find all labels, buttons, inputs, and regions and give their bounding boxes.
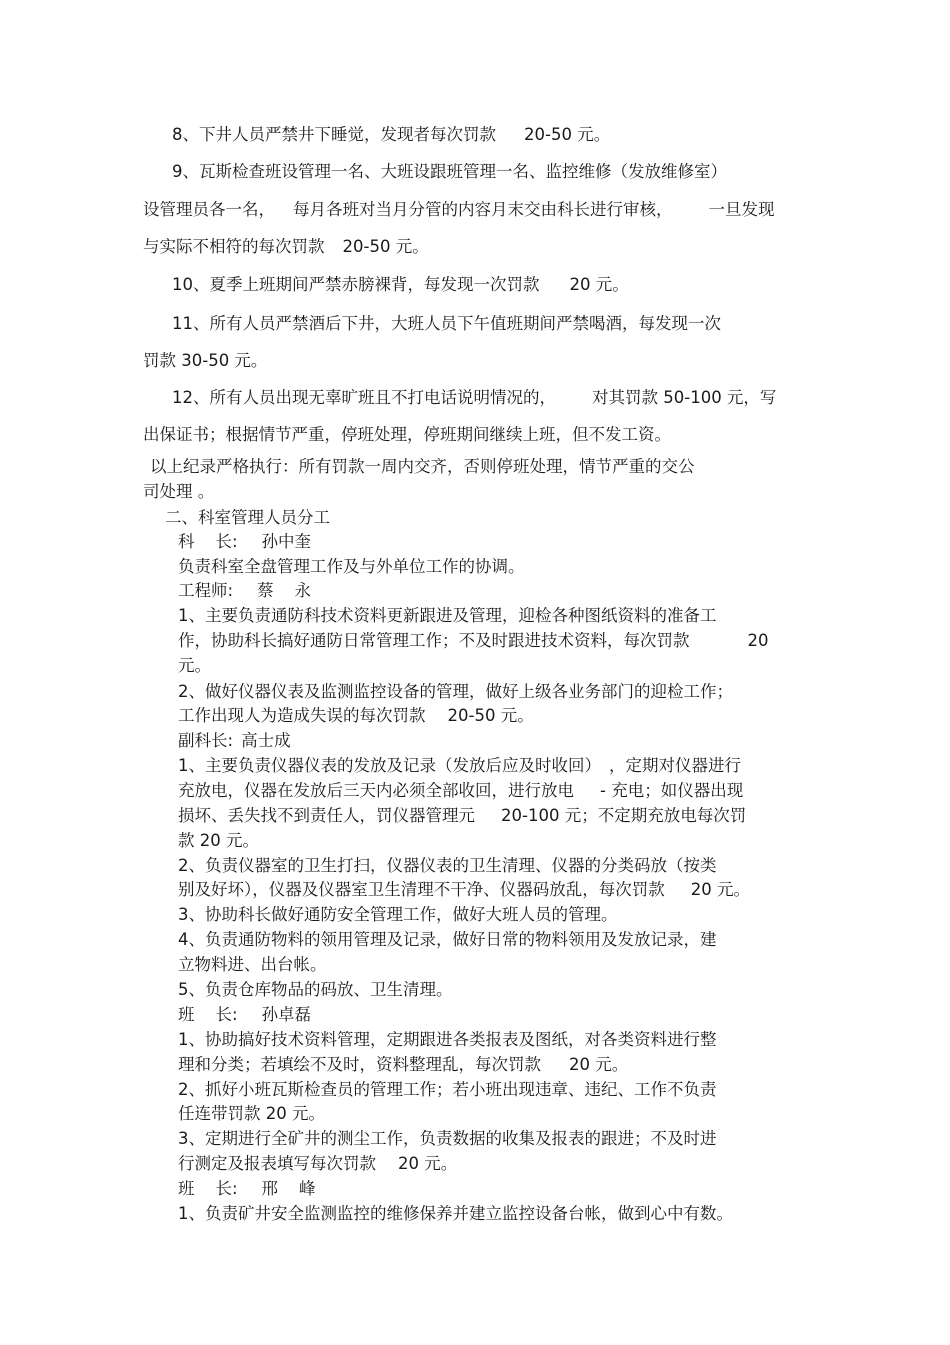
leader1-duty-3-line2: 行测定及报表填写每次罚款 20 元。 [178,1154,458,1173]
engineer-duty-1-line1: 1、主要负责通防科技术资料更新跟进及管理，迎检各种图纸资料的准备工 [178,606,717,625]
deputy-duty-1-line1: 1、主要负责仪器仪表的发放及记录（发放后应及时收回） ，定期对仪器进行 [178,756,741,775]
engineer-duty-2-line2: 工作出现人为造成失误的每次罚款 20-50 元。 [178,706,534,725]
rule-9-line1: 9、瓦斯检查班设管理一名、大班设跟班管理一名、监控维修（发放维修室） [172,162,727,181]
deputy-row: 副科长: 高士成 [178,731,291,750]
deputy-duty-5: 5、负责仓库物品的码放、卫生清理。 [178,980,453,999]
rule-12-line1: 12、所有人员出现无辜旷班且不打电话说明情况的， 对其罚款 50-100 元，写 [172,388,777,407]
deputy-duty-2-line1: 2、负责仪器室的卫生打扫，仪器仪表的卫生清理、仪器的分类码放（按类 [178,856,717,875]
rule-10: 10、夏季上班期间严禁赤膀裸背，每发现一次罚款 20 元。 [172,275,629,294]
engineer-duty-2-line1: 2、做好仪器仪表及监测监控设备的管理，做好上级各业务部门的迎检工作； [178,682,733,701]
chief-duty: 负责科室全盘管理工作及与外单位工作的协调。 [178,557,525,576]
deputy-duty-4-line2: 立物料进、出台帐。 [178,955,327,974]
chief-row: 科 长: 孙中奎 [178,532,312,551]
section-heading: 二、科室管理人员分工 [165,508,330,527]
leader2-row: 班 长: 邢 峰 [178,1179,316,1198]
engineer-duty-1-line2: 作，协助科长搞好通防日常管理工作；不及时跟进技术资料，每次罚款 20 [178,631,769,650]
rule-8: 8、下井人员严禁井下睡觉，发现者每次罚款 20-50 元。 [172,125,611,144]
leader1-duty-3-line1: 3、定期进行全矿井的测尘工作，负责数据的收集及报表的跟进；不及时进 [178,1129,717,1148]
leader1-duty-2-line2: 任连带罚款 20 元。 [178,1104,325,1123]
deputy-duty-1-line4: 款 20 元。 [178,831,259,850]
engineer-row: 工程师: 蔡 永 [178,581,312,600]
deputy-duty-2-line2: 别及好坏），仪器及仪器室卫生清理不干净、仪器码放乱，每次罚款 20 元。 [178,880,750,899]
leader1-duty-1-line1: 1、协助搞好技术资料管理，定期跟进各类报表及图纸，对各类资料进行整 [178,1030,717,1049]
leader2-duty-1: 1、负责矿井安全监测监控的维修保养并建立监控设备台帐，做到心中有数。 [178,1204,733,1223]
rule-9-line2: 设管理员各一名， 每月各班对当月分管的内容月末交由科长进行审核， 一旦发现 [143,200,775,219]
deputy-duty-3: 3、协助科长做好通防安全管理工作，做好大班人员的管理。 [178,905,618,924]
rule-11-line1: 11、所有人员严禁酒后下井，大班人员下午值班期间严禁喝酒，每发现一次 [172,314,721,333]
engineer-duty-1-line3: 元。 [178,656,211,675]
rule-12-line2: 出保证书；根据情节严重，停班处理，停班期间继续上班，但不发工资。 [143,425,671,444]
leader1-row: 班 长: 孙卓磊 [178,1005,312,1024]
summary-line1: 以上纪录严格执行：所有罚款一周内交齐，否则停班处理，情节严重的交公 [150,457,695,476]
rule-11-line2: 罚款 30-50 元。 [143,351,268,370]
deputy-duty-1-line3: 损坏、丢失找不到责任人，罚仪器管理元 20-100 元；不定期充放电每次罚 [178,806,747,825]
summary-line2: 司处理 。 [143,482,215,501]
deputy-duty-1-line2: 充放电，仪器在发放后三天内必须全部收回，进行放电 - 充电；如仪器出现 [178,781,744,800]
deputy-duty-4-line1: 4、负责通防物料的领用管理及记录，做好日常的物料领用及发放记录，建 [178,930,717,949]
leader1-duty-1-line2: 理和分类；若填绘不及时，资料整理乱，每次罚款 20 元。 [178,1055,629,1074]
leader1-duty-2-line1: 2、抓好小班瓦斯检查员的管理工作；若小班出现违章、违纪、工作不负责 [178,1080,717,1099]
rule-9-line3: 与实际不相符的每次罚款 20-50 元。 [143,237,429,256]
